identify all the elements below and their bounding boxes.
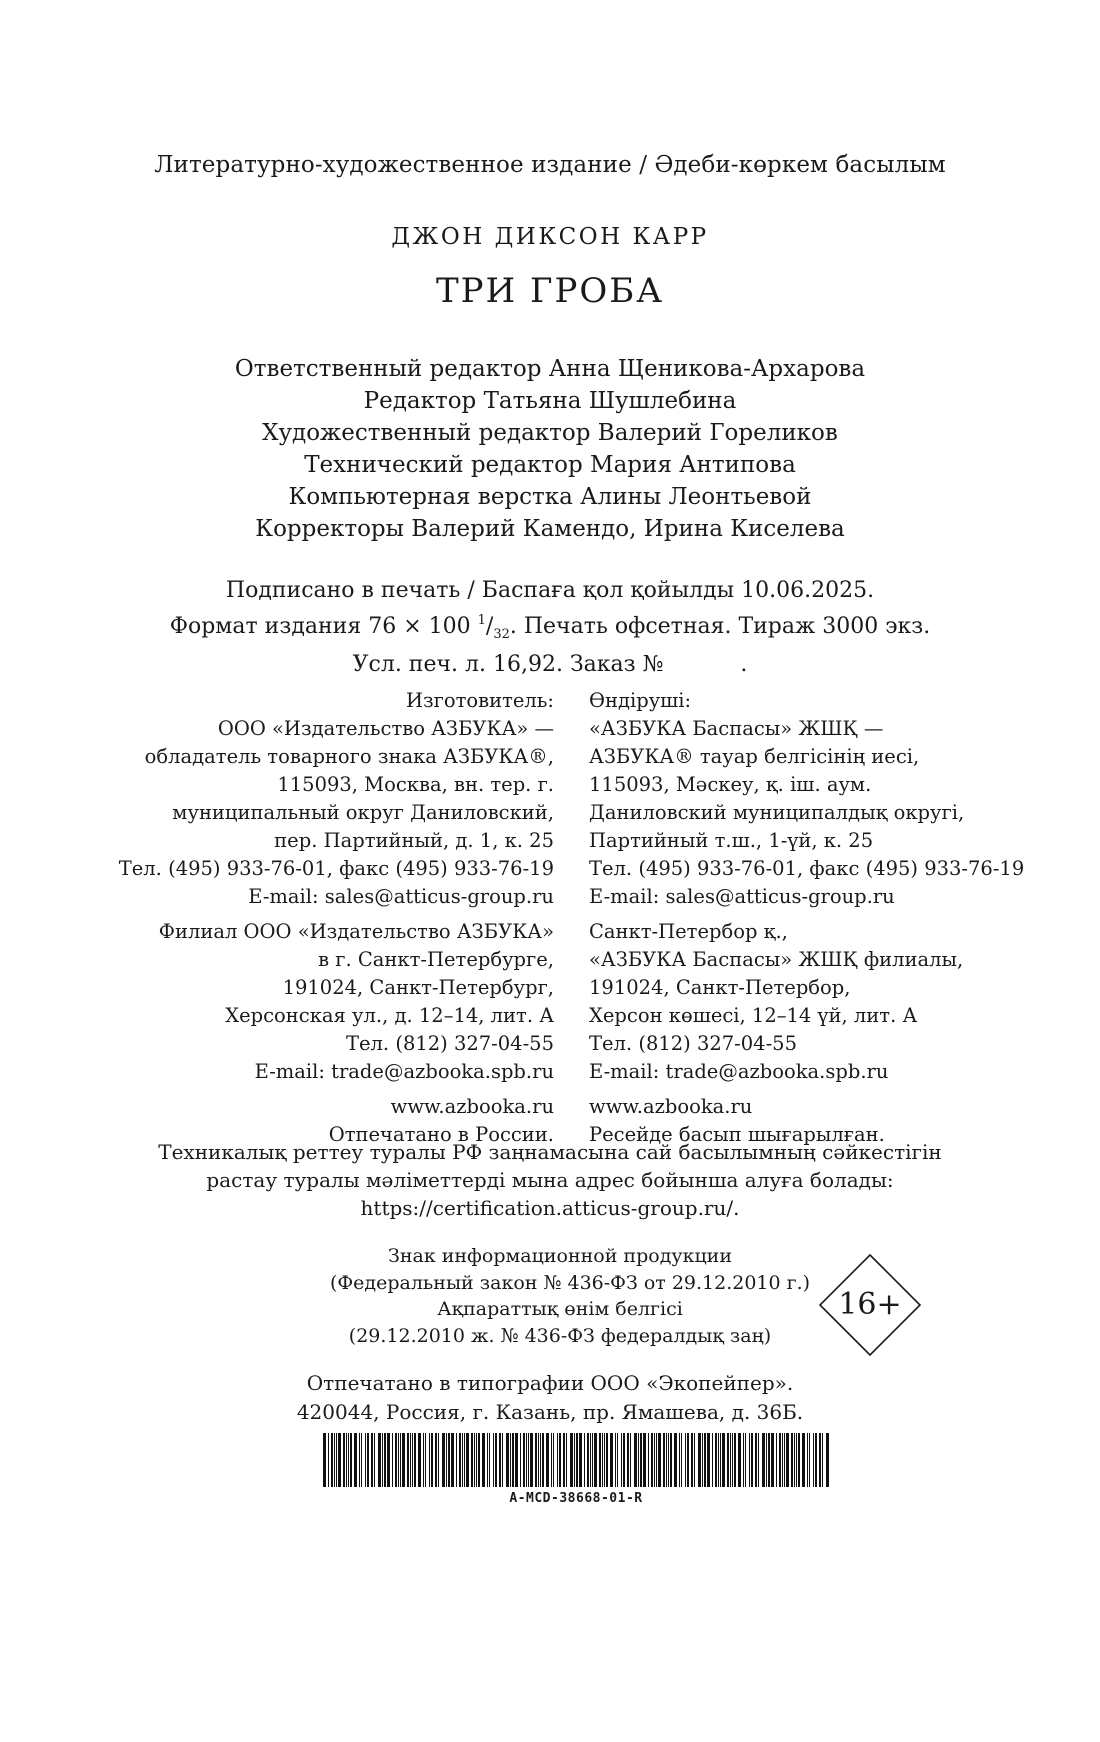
printer-block: [0, 1369, 1100, 1427]
manufacturer-line: E-mail: sales@atticus-group.ru: [589, 885, 895, 908]
manufacturer-line: Изготовитель:: [405, 689, 554, 712]
certification-line: Техникалық реттеу туралы РФ заңнамасына сай басылымның сәйкестігін: [158, 1140, 942, 1164]
barcode-bar: [668, 1433, 669, 1487]
barcode-bar: [361, 1433, 362, 1487]
barcode-bar: [602, 1433, 603, 1487]
barcode-bar: [365, 1433, 366, 1487]
manufacturer-column-kz: [589, 687, 1024, 1149]
barcode-bar: [651, 1433, 653, 1487]
barcode-bar: [530, 1433, 533, 1487]
barcode-bar: [400, 1433, 401, 1487]
branch-line: Тел. (812) 327-04-55: [589, 1032, 797, 1055]
barcode-bar: [704, 1433, 706, 1487]
barcode-bar: [502, 1433, 503, 1487]
format-suffix: . Печать офсетная. Тираж 3000 экз.: [509, 614, 931, 639]
barcode-bar: [755, 1433, 757, 1487]
barcode-bar: [425, 1433, 426, 1487]
format-separator: /: [485, 614, 494, 639]
branch-line: Филиал ООО «Издательство АЗБУКА»: [158, 920, 554, 943]
manufacturer-line: Даниловский муниципалдық округі,: [589, 801, 965, 824]
barcode-bar: [464, 1433, 465, 1487]
website-line: www.azbooka.ru: [589, 1095, 753, 1118]
barcode-bar: [407, 1433, 409, 1487]
manufacturer-line: муниципальный округ Даниловский,: [172, 801, 554, 824]
manufacturer-column-ru: [119, 687, 554, 1149]
printed-in-line: Ресейде басып шығарылған.: [589, 1123, 885, 1146]
barcode-bar: [654, 1433, 655, 1487]
barcode-bar: [807, 1433, 808, 1487]
barcode-bar: [681, 1433, 682, 1487]
format-numerator: 1: [477, 613, 486, 628]
barcode-bar: [819, 1433, 821, 1487]
barcode-bar: [826, 1433, 829, 1487]
barcode-bar: [574, 1433, 575, 1487]
barcode-bar: [542, 1433, 544, 1487]
certification-url: https://certification.atticus-group.ru/.: [360, 1196, 740, 1220]
barcode-bar: [350, 1433, 352, 1487]
barcode-bar: [466, 1433, 469, 1487]
barcode-bar: [378, 1433, 381, 1487]
barcode-bar: [563, 1433, 565, 1487]
barcode-bar: [546, 1433, 549, 1487]
printed-in-line: Отпечатано в России.: [328, 1123, 554, 1146]
barcode-bar: [576, 1433, 578, 1487]
barcode-bar: [566, 1433, 567, 1487]
branch-line: Тел. (812) 327-04-55: [346, 1032, 554, 1055]
barcode-bar: [414, 1433, 416, 1487]
barcode-bar: [599, 1433, 601, 1487]
branch-line: Херсон көшесі, 12–14 үй, лит. А: [589, 1004, 918, 1027]
author-name: ДЖОН ДИКСОН КАРР: [391, 224, 709, 250]
barcode-bar: [395, 1433, 397, 1487]
barcode-bar: [418, 1433, 421, 1487]
branch-line: 191024, Санкт-Петербор,: [589, 976, 851, 999]
barcode-bar: [815, 1433, 817, 1487]
credit-line: Корректоры Валерий Камендо, Ирина Киселева: [255, 516, 845, 542]
barcode-bar: [718, 1433, 719, 1487]
manufacturer-line: Партийный т.ш., 1-үй, к. 25: [589, 829, 874, 852]
barcode-bar: [694, 1433, 695, 1487]
barcode-bar: [359, 1433, 360, 1487]
barcode-label: A-MCD-38668-01-R: [509, 1491, 643, 1506]
barcode-bar: [798, 1433, 800, 1487]
barcode-bar: [685, 1433, 686, 1487]
barcode-bar: [493, 1433, 494, 1487]
barcode-bar: [557, 1433, 558, 1487]
barcode-bar: [727, 1433, 729, 1487]
certification-block: [0, 1138, 1100, 1222]
barcode-bar: [730, 1433, 731, 1487]
barcode-bar: [606, 1433, 608, 1487]
barcode-bar: [776, 1433, 777, 1487]
manufacturer-line: Тел. (495) 933-76-01, факс (495) 933-76-19: [589, 857, 1025, 880]
age-rating-text: 16+: [838, 1287, 902, 1322]
barcode-bar: [540, 1433, 541, 1487]
website-line: www.azbooka.ru: [390, 1095, 554, 1118]
manufacturer-line: Өндіруші:: [589, 689, 692, 712]
barcode-bar: [384, 1433, 386, 1487]
printer-line: 420044, Россия, г. Казань, пр. Ямашева, д. 36Б.: [296, 1400, 804, 1424]
barcode-bar: [592, 1433, 593, 1487]
format-line: [0, 606, 1100, 650]
barcode-bar: [459, 1433, 461, 1487]
barcode-bar: [423, 1433, 424, 1487]
barcode-bar: [590, 1433, 591, 1487]
barcode-bar: [679, 1433, 680, 1487]
branch-line: Санкт-Петербор қ.,: [589, 920, 788, 943]
credit-line: Редактор Татьяна Шушлебина: [363, 388, 737, 414]
barcode-bar: [489, 1433, 490, 1487]
branch-line: 191024, Санкт-Петербург,: [282, 976, 554, 999]
barcode-bar: [570, 1433, 573, 1487]
branch-line: в г. Санкт-Петербурге,: [318, 948, 554, 971]
manufacturer-line: АЗБУКА® тауар белгісінің иесі,: [589, 745, 920, 768]
barcode-bar: [323, 1433, 326, 1487]
barcode-bar: [482, 1433, 485, 1487]
barcode-bar: [658, 1433, 661, 1487]
barcode-bar: [328, 1433, 329, 1487]
manufacturer-line: Тел. (495) 933-76-01, факс (495) 933-76-19: [118, 857, 554, 880]
barcode-bar: [435, 1433, 437, 1487]
branch-line: Херсонская ул., д. 12–14, лит. А: [225, 1004, 554, 1027]
manufacturer-line: 115093, Мәскеу, қ. іш. аум.: [589, 773, 872, 796]
barcode-bar: [402, 1433, 405, 1487]
barcode-bar: [348, 1433, 349, 1487]
format-denominator: 32: [493, 627, 510, 642]
barcode-bar: [745, 1433, 746, 1487]
barcode-bar: [579, 1433, 582, 1487]
book-title: ТРИ ГРОБА: [435, 271, 664, 311]
barcode-bar: [656, 1433, 657, 1487]
barcode-bar: [478, 1433, 480, 1487]
barcode-bar: [398, 1433, 399, 1487]
barcode-bar: [732, 1433, 733, 1487]
barcode-bar: [392, 1433, 393, 1487]
barcode-bar: [338, 1433, 341, 1487]
barcode-bar: [553, 1433, 554, 1487]
barcode-bar: [813, 1433, 814, 1487]
barcode-bar: [623, 1433, 625, 1487]
branch-line: E-mail: trade@azbooka.spb.ru: [254, 1060, 554, 1083]
barcode-bar: [438, 1433, 439, 1487]
age-rating-badge: [818, 1253, 922, 1357]
barcode-bar: [802, 1433, 805, 1487]
barcode-bar: [594, 1433, 597, 1487]
barcode-bar: [451, 1433, 454, 1487]
barcode-bar: [691, 1433, 693, 1487]
barcode-bar: [627, 1433, 629, 1487]
barcode: [323, 1433, 829, 1487]
barcode-bar: [670, 1433, 672, 1487]
barcode-bar: [410, 1433, 411, 1487]
barcode-bar: [331, 1433, 333, 1487]
barcode-bar: [431, 1433, 433, 1487]
barcode-bar: [615, 1433, 616, 1487]
barcode-bar: [343, 1433, 345, 1487]
barcode-bar: [499, 1433, 501, 1487]
manufacturer-line: пер. Партийный, д. 1, к. 25: [274, 829, 554, 852]
credit-line: Технический редактор Мария Антипова: [304, 452, 796, 478]
format-prefix: Формат издания 76 × 100: [169, 614, 478, 639]
barcode-bar: [354, 1433, 357, 1487]
barcode-bar: [712, 1433, 713, 1487]
barcode-bar: [779, 1433, 781, 1487]
barcode-bar: [374, 1433, 375, 1487]
barcode-bar: [707, 1433, 710, 1487]
barcode-bar: [687, 1433, 689, 1487]
barcode-bar: [487, 1433, 488, 1487]
barcode-bar: [412, 1433, 413, 1487]
barcode-bar: [617, 1433, 618, 1487]
barcode-bar: [371, 1433, 373, 1487]
info-sign-line: (29.12.2010 ж. № 436-ФЗ федералдық заң): [348, 1324, 772, 1347]
barcode-bar: [506, 1433, 509, 1487]
barcode-bar: [758, 1433, 759, 1487]
barcode-bar: [766, 1433, 767, 1487]
credit-line: Художественный редактор Валерий Гореликов: [262, 420, 838, 446]
barcode-bar: [796, 1433, 797, 1487]
barcode-bar: [794, 1433, 795, 1487]
genre-line: Литературно-художественное издание / Әдеби-көркем басылым: [154, 152, 946, 178]
credit-line: Компьютерная верстка Алины Леонтьевой: [288, 484, 812, 510]
barcode-bar: [462, 1433, 463, 1487]
barcode-bar: [751, 1433, 753, 1487]
barcode-bar: [648, 1433, 649, 1487]
barcode-bar: [523, 1433, 525, 1487]
print-info-block: [0, 576, 1100, 680]
barcode-bar: [809, 1433, 810, 1487]
barcode-bar: [448, 1433, 450, 1487]
barcode-bar: [512, 1433, 514, 1487]
barcode-bar: [634, 1433, 637, 1487]
printer-line: Отпечатано в типографии ООО «Экопейпер».: [306, 1371, 794, 1395]
barcode-bar: [471, 1433, 473, 1487]
barcode-bar: [720, 1433, 721, 1487]
barcode-bar: [638, 1433, 639, 1487]
barcode-bar: [515, 1433, 518, 1487]
manufacturer-line: «АЗБУКА Баспасы» ЖШҚ —: [589, 717, 884, 740]
barcode-bar: [666, 1433, 667, 1487]
barcode-bar: [387, 1433, 390, 1487]
barcode-bar: [528, 1433, 529, 1487]
barcode-bar: [786, 1433, 789, 1487]
barcode-bar: [495, 1433, 497, 1487]
barcode-bar: [822, 1433, 823, 1487]
credit-line: Ответственный редактор Анна Щеникова-Архарова: [234, 356, 866, 382]
info-sign-line: (Федеральный закон № 436-ФЗ от 29.12.2010 г.): [330, 1271, 811, 1294]
info-sign-block: [330, 1243, 811, 1349]
barcode-bar: [630, 1433, 631, 1487]
barcode-bar: [456, 1433, 457, 1487]
barcode-bar: [526, 1433, 527, 1487]
barcode-bar: [784, 1433, 785, 1487]
barcode-bar: [429, 1433, 430, 1487]
barcode-bar: [722, 1433, 725, 1487]
barcode-bar: [587, 1433, 589, 1487]
barcode-bar: [640, 1433, 642, 1487]
barcode-bar: [442, 1433, 445, 1487]
barcode-bar: [791, 1433, 793, 1487]
info-sign-line: Знак информационной продукции: [387, 1245, 732, 1267]
barcode-bar: [702, 1433, 703, 1487]
signed-date: Подписано в печать / Баспаға қол қойылды 10.06.2025.: [225, 578, 875, 603]
barcode-bar: [674, 1433, 677, 1487]
barcode-bar: [334, 1433, 335, 1487]
barcode-bar: [346, 1433, 347, 1487]
barcode-bar: [559, 1433, 561, 1487]
info-sign-line: Ақпараттық өнім белгісі: [437, 1298, 683, 1320]
manufacturer-line: ООО «Издательство АЗБУКА» —: [217, 717, 554, 740]
barcode-bar: [604, 1433, 605, 1487]
barcode-bar: [643, 1433, 646, 1487]
barcode-bar: [621, 1433, 622, 1487]
barcode-bar: [367, 1433, 369, 1487]
barcode-bar: [734, 1433, 736, 1487]
barcode-bar: [663, 1433, 665, 1487]
manufacturer-line: обладатель товарного знака АЗБУКА®,: [144, 745, 554, 768]
barcode-bar: [743, 1433, 744, 1487]
manufacturer-line: 115093, Москва, вн. тер. г.: [277, 773, 554, 796]
barcode-bar: [474, 1433, 475, 1487]
barcode-bar: [771, 1433, 774, 1487]
certification-line: растау туралы мәліметтерді мына адрес бойынша алуға болады:: [206, 1168, 894, 1192]
barcode-bar: [382, 1433, 383, 1487]
barcode-bar: [336, 1433, 337, 1487]
barcode-bar: [749, 1433, 750, 1487]
barcode-bar: [510, 1433, 511, 1487]
barcode-bar: [738, 1433, 741, 1487]
barcode-bar: [535, 1433, 537, 1487]
barcode-bar: [551, 1433, 552, 1487]
manufacturer-line: E-mail: sales@atticus-group.ru: [248, 885, 554, 908]
credits-block: [0, 353, 1100, 545]
barcode-bar: [610, 1433, 613, 1487]
barcode-bar: [782, 1433, 783, 1487]
sheets-line: Усл. печ. л. 16,92. Заказ № .: [352, 652, 748, 677]
branch-line: «АЗБУКА Баспасы» ЖШҚ филиалы,: [589, 948, 964, 971]
barcode-bar: [476, 1433, 477, 1487]
barcode-bar: [584, 1433, 585, 1487]
barcode-bar: [768, 1433, 770, 1487]
barcode-bar: [715, 1433, 717, 1487]
barcode-bar: [520, 1433, 521, 1487]
barcode-bar: [762, 1433, 765, 1487]
barcode-bar: [538, 1433, 539, 1487]
barcode-bar: [446, 1433, 447, 1487]
branch-line: E-mail: trade@azbooka.spb.ru: [589, 1060, 889, 1083]
barcode-bar: [698, 1433, 701, 1487]
